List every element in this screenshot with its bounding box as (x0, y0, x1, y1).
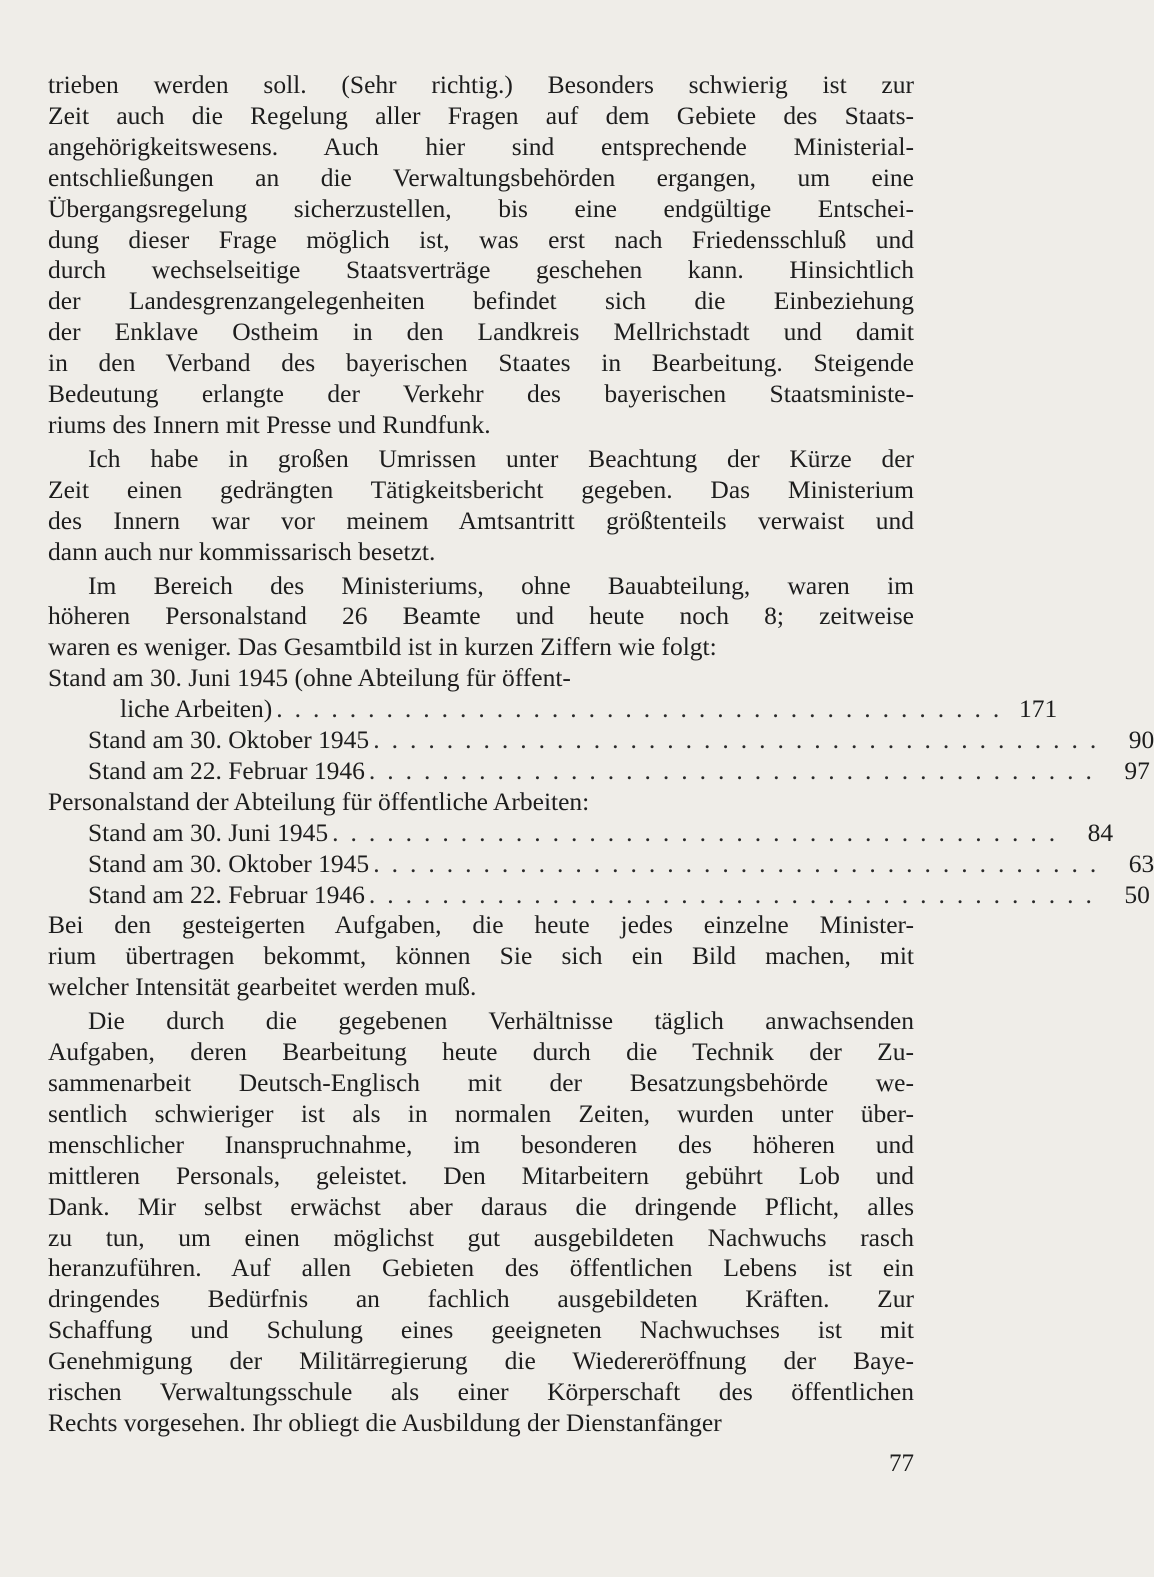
text-line: Rechts vorgesehen. Ihr obliegt die Ausbildung der Dienstanfänger (48, 1407, 722, 1437)
dot-leader: ........................................ (332, 817, 1068, 847)
paragraph (48, 1006, 914, 1439)
text-line: sammenarbeit Deutsch-Englisch mit der Besatzungsbehörde we- (48, 1068, 914, 1097)
text-line: Ich habe in großen Umrissen unter Beachtung der Kürze der (88, 443, 914, 473)
text-line: Bedeutung erlangte der Verkehr des bayerischen Staatsministe- (48, 379, 914, 409)
table-row (48, 817, 1114, 849)
dot-leader: ........................................ (368, 755, 1104, 785)
dot-leader: ........................................ (373, 725, 1109, 755)
staff-table-public-works (48, 786, 1154, 911)
text-line: angehörigkeitswesens. Auch hier sind entsprechende Ministerial- (48, 131, 914, 161)
table-row (48, 694, 1058, 725)
table2-heading: Personalstand der Abteilung für öffentliche Arbeiten: (48, 786, 590, 816)
text-line: trieben werden soll. (Sehr richtig.) Besonders schwierig ist zur (48, 70, 914, 99)
row-label: Stand am 22. Februar 1946 (88, 755, 365, 785)
text-line: dann auch nur kommissarisch besetzt. (48, 536, 436, 566)
row-value: 97 (1124, 755, 1150, 785)
table-row (48, 848, 1154, 880)
text-line: höheren Personalstand 26 Beamte und heute noch 8; zeitweise (48, 601, 914, 631)
text-line: der Enklave Ostheim in den Landkreis Mellrichstadt und damit (48, 317, 914, 347)
text-line: rischen Verwaltungsschule als einer Körperschaft des öffentlichen (48, 1377, 914, 1407)
text-line: Im Bereich des Ministeriums, ohne Bauabteilung, waren im (88, 570, 914, 600)
text-line: rium übertragen bekommt, können Sie sich ein Bild machen, mit (48, 941, 914, 971)
row-value: 63 (1128, 848, 1154, 878)
row-label: Stand am 22. Februar 1946 (88, 879, 365, 909)
text-line: Bei den gesteigerten Aufgaben, die heute jedes einzelne Minister- (48, 910, 914, 940)
table-row (48, 879, 1150, 911)
table1-first-line: Stand am 30. Juni 1945 (ohne Abteilung für öffent- (48, 663, 571, 693)
text-line: heranzuführen. Auf allen Gebieten des öffentlichen Lebens ist ein (48, 1253, 914, 1283)
text-line: Zeit auch die Regelung aller Fragen auf dem Gebiete des Staats- (48, 100, 914, 130)
row-label: Stand am 30. Oktober 1945 (88, 725, 370, 755)
staff-table-ministry (48, 663, 1154, 787)
body-text (48, 70, 1154, 1439)
row-label: Stand am 30. Juni 1945 (88, 817, 329, 847)
text-line: Dank. Mir selbst erwächst aber daraus die dringende Pflicht, alles (48, 1191, 914, 1221)
text-line: dringendes Bedürfnis an fachlich ausgebildeten Kräften. Zur (48, 1284, 914, 1314)
text-line: waren es weniger. Das Gesamtbild ist in kurzen Ziffern wie folgt: (48, 632, 717, 662)
text-line: Genehmigung der Militärregierung die Wiedereröffnung der Baye- (48, 1346, 914, 1376)
text-line: in den Verband des bayerischen Staates in Bearbeitung. Steigende (48, 348, 914, 378)
row-value: 50 (1124, 879, 1150, 909)
dot-leader: ........................................ (276, 694, 1012, 724)
dot-leader: ........................................ (373, 848, 1109, 878)
paragraphs-after-tables (48, 910, 914, 1438)
paragraph (48, 444, 914, 568)
text-line: riums des Innern mit Presse und Rundfunk. (48, 409, 491, 439)
text-line: zu tun, um einen möglichst gut ausgebildeten Nachwuchs rasch (48, 1222, 914, 1252)
dot-leader: ........................................ (368, 879, 1104, 909)
text-line: durch wechselseitige Staatsverträge geschehen kann. Hinsichtlich (48, 255, 914, 285)
table-row (48, 755, 1150, 787)
row-value: 84 (1087, 817, 1114, 847)
paragraphs-before-tables (48, 70, 914, 663)
paragraph (48, 910, 914, 1003)
text-line: welcher Intensität gearbeitet werden muß. (48, 972, 477, 1002)
table-row (48, 725, 1154, 756)
text-line: Aufgaben, deren Bearbeitung heute durch die Technik der Zu- (48, 1037, 914, 1067)
text-line: Die durch die gegebenen Verhältnisse täglich anwachsenden (88, 1006, 914, 1036)
text-line: der Landesgrenzangelegenheiten befindet sich die Einbeziehung (48, 286, 914, 316)
text-line: des Innern war vor meinem Amtsantritt größtenteils verwaist und (48, 505, 914, 535)
paragraph (48, 70, 914, 441)
text-line: mittleren Personals, geleistet. Den Mitarbeitern gebührt Lob und (48, 1160, 914, 1190)
row-label: Stand am 30. Oktober 1945 (88, 848, 370, 878)
paragraph (48, 571, 914, 664)
text-line: menschlicher Inanspruchnahme, im besonderen des höheren und (48, 1129, 914, 1159)
text-line: entschließungen an die Verwaltungsbehörden ergangen, um eine (48, 162, 914, 192)
text-line: Übergangsregelung sicherzustellen, bis eine endgültige Entschei- (48, 193, 914, 223)
row-value: 171 (1018, 694, 1058, 724)
text-line: sentlich schwieriger ist als in normalen Zeiten, wurden unter über- (48, 1098, 914, 1128)
text-line: Schaffung und Schulung eines geeigneten Nachwuchses ist mit (48, 1315, 914, 1345)
page-number: 77 (889, 1450, 914, 1477)
text-line: Zeit einen gedrängten Tätigkeitsbericht gegeben. Das Ministerium (48, 474, 914, 504)
text-line: dung dieser Frage möglich ist, was erst nach Friedensschluß und (48, 224, 914, 254)
row-value: 90 (1128, 725, 1154, 755)
row-label: liche Arbeiten) (120, 694, 273, 724)
